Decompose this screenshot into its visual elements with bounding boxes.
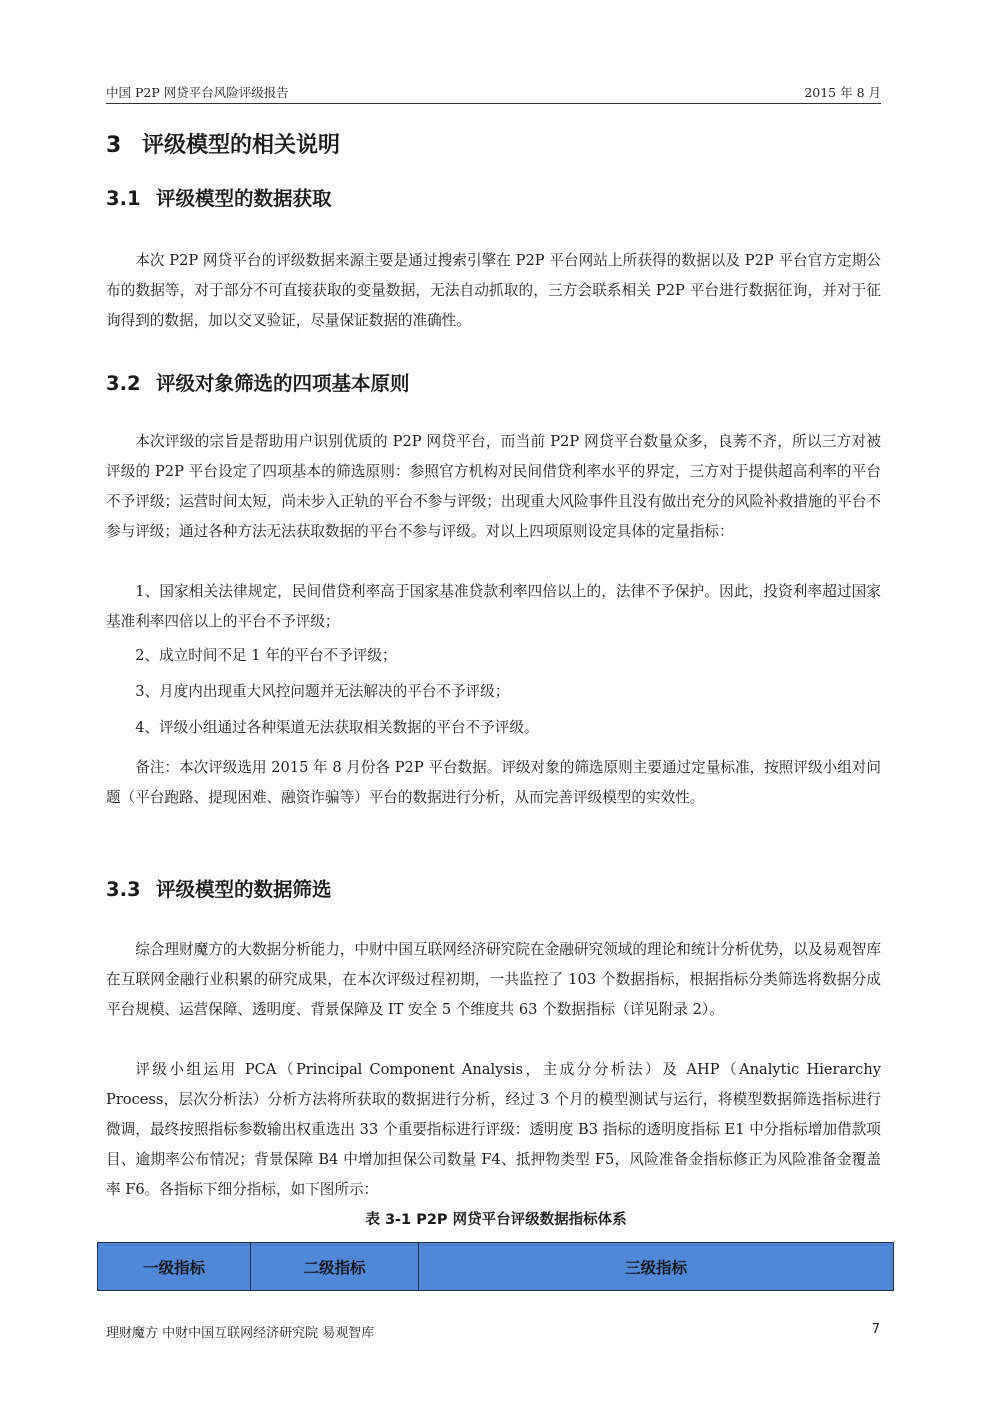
section-number: 3.3 (106, 878, 141, 901)
paragraph: 评级小组运用 PCA（Principal Component Analysis，主成分分析法）及 AHP（Analytic Hierarchy Process，层次分析法）分析方法将所获取的数据进行分析，经过 3 个月的模型测试与运行，将模型数据筛选指标进行微调，最终按照指标参数输出权重选出 33 个重要指标进行评级：透明度 B3 指标的透明度指标 E1 中分指标增加借款项目、逾期率公布情况；背景保障 B4 中增加担保公司数量 F4、抵押物类型 F5，风险准备金指标修正为风险准备金覆盖率 F6。各指标下细分指标，如下图所示： (106, 1061, 881, 1198)
section-title: 评级模型的数据获取 (156, 187, 332, 210)
note-paragraph: 备注：本次评级选用 2015 年 8 月份各 P2P 平台数据。评级对象的筛选原则主要通过定量标准，按照评级小组对问题（平台跑路、提现困难、融资诈骗等）平台的数据进行分析，从而完善评级模型的实效性。 (106, 759, 881, 806)
table-caption: 表 3-1 P2P 网贷平台评级数据指标体系 (365, 1212, 627, 1228)
paragraph: 综合理财魔方的大数据分析能力，中财中国互联网经济研究院在金融研究领域的理论和统计分析优势，以及易观智库在互联网金融行业积累的研究成果，在本次评级过程初期，一共监控了 103 个数据指标，根据指标分类筛选将数据分成平台规模、运营保障、透明度、背景保障及 IT 安全 5 个维度共 63 个数据指标（详见附录 2）。 (106, 941, 881, 1018)
column-header-level-3: 三级指标 (419, 1243, 894, 1291)
section-title: 评级模型的数据筛选 (156, 878, 332, 901)
list-item: 3、月度内出现重大风控问题并无法解决的平台不予评级； (135, 683, 510, 700)
column-header-level-2: 二级指标 (251, 1243, 419, 1291)
paragraph: 本次 P2P 网贷平台的评级数据来源主要是通过搜索引擎在 P2P 平台网站上所获得的数据以及 P2P 平台官方定期公布的数据等，对于部分不可直接获取的变量数据，无法自动抓取的，三方会联系相关 P2P 平台进行数据征询，并对于征询得到的数据，加以交叉验证，尽量保证数据的准确性。 (106, 252, 881, 329)
section-number: 3 (106, 133, 122, 158)
list-item: 1、国家相关法律规定，民间借贷利率高于国家基准贷款利率四倍以上的，法律不予保护。因此，投资利率超过国家基准利率四倍以上的平台不予评级； (106, 583, 881, 630)
section-title: 评级模型的相关说明 (142, 133, 341, 158)
section-3-1-heading (106, 183, 332, 211)
list-item: 2、成立时间不足 1 年的平台不予评级； (135, 647, 397, 664)
page-number: 7 (871, 1322, 880, 1337)
table-header-row (98, 1243, 894, 1291)
section-title: 评级对象筛选的四项基本原则 (156, 372, 410, 395)
column-header-level-1: 一级指标 (98, 1243, 251, 1291)
section-3-3-heading (106, 874, 332, 902)
footer-organizations: 理财魔方 中财中国互联网经济研究院 易观智库 (106, 1326, 375, 1341)
header-report-title: 中国 P2P 网贷平台风险评级报告 (106, 85, 289, 100)
list-item: 4、评级小组通过各种渠道无法获取相关数据的平台不予评级。 (135, 719, 539, 736)
paragraph: 本次评级的宗旨是帮助用户识别优质的 P2P 网贷平台，而当前 P2P 网贷平台数量众多，良莠不齐，所以三方对被评级的 P2P 平台设定了四项基本的筛选原则：参照官方机构对民间借贷利率水平的界定，三方对于提供超高利率的平台不予评级；运营时间太短，尚未步入正轨的平台不参与评级；出现重大风险事件且没有做出充分的风险补救措施的平台不参与评级；通过各种方法无法获取数据的平台不参与评级。对以上四项原则设定具体的定量指标： (106, 433, 881, 540)
section-number: 3.2 (106, 372, 141, 395)
section-3-heading (106, 128, 340, 159)
page-header (106, 81, 881, 104)
header-date: 2015 年 8 月 (804, 85, 881, 100)
section-3-2-heading (106, 368, 410, 396)
indicator-table (97, 1242, 894, 1291)
section-number: 3.1 (106, 187, 141, 210)
